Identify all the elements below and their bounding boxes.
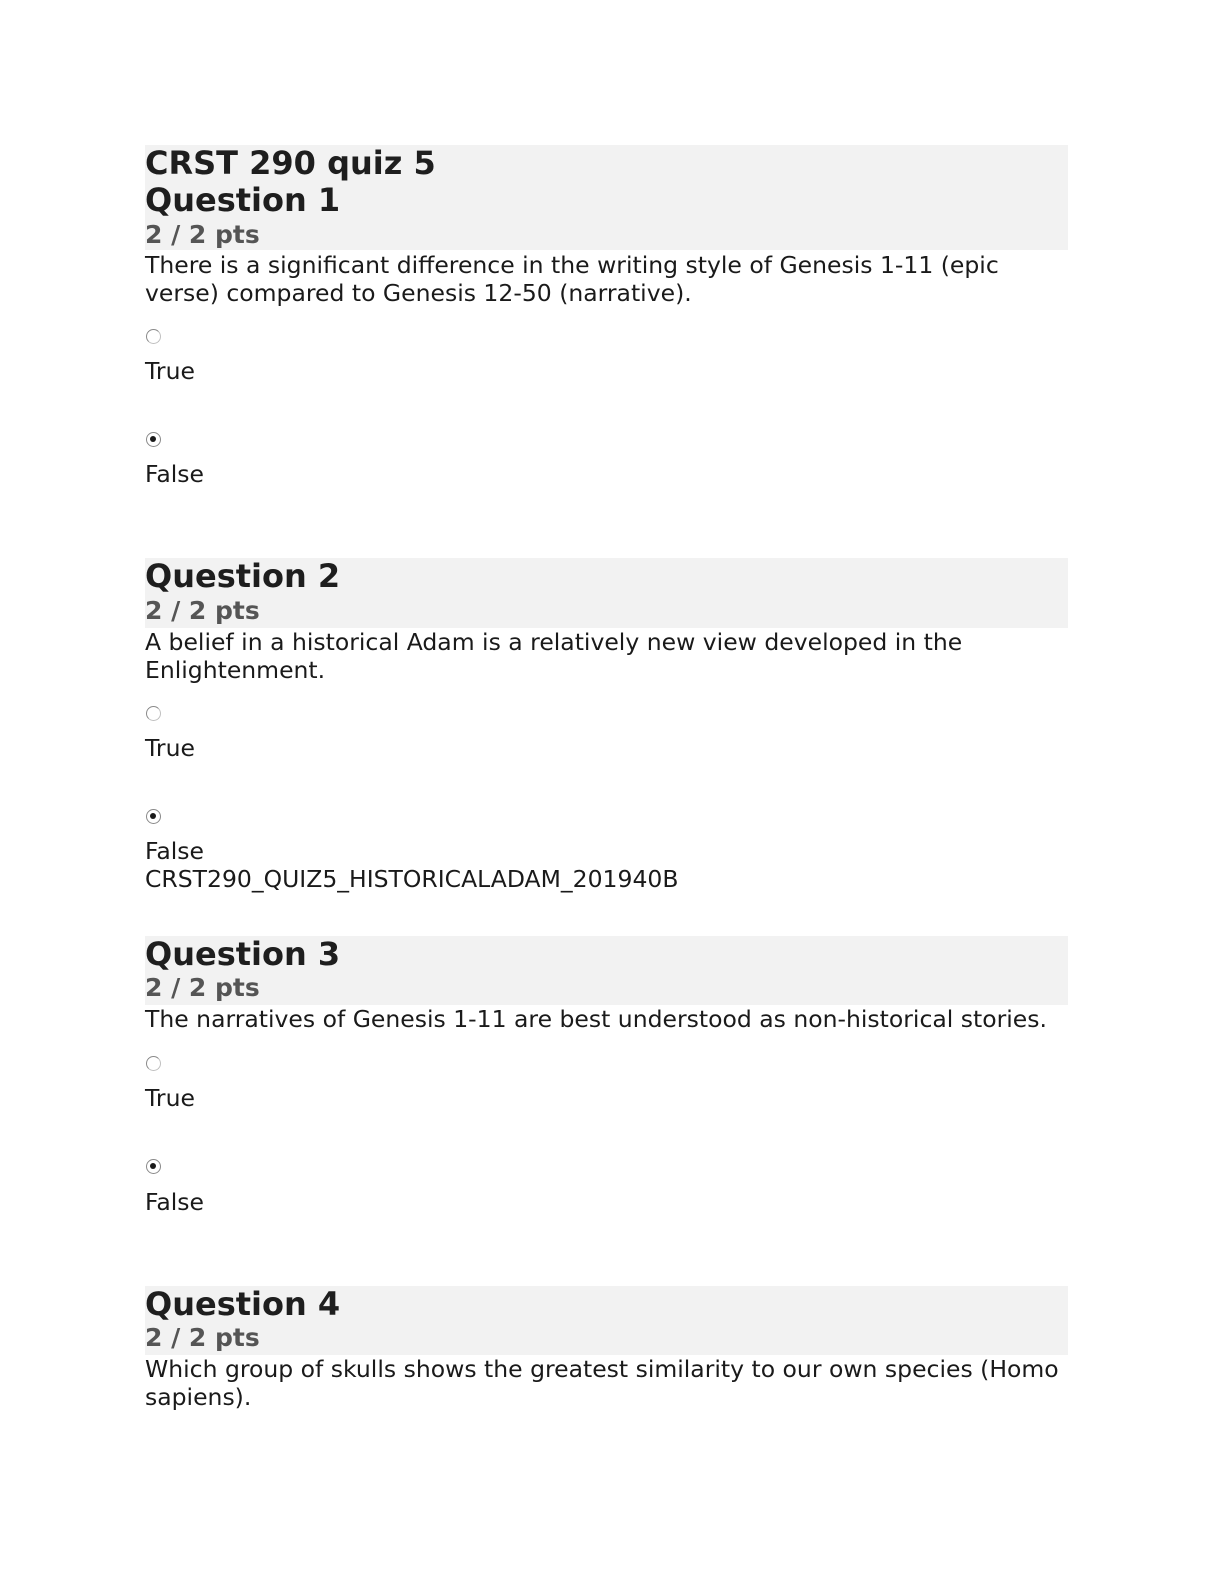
question-4-text: Which group of skulls shows the greatest similarity to our own species (Homo sapiens).: [145, 1355, 1059, 1411]
question-1-option-true-label: True: [145, 357, 195, 385]
question-2-option-true-label: True: [145, 734, 195, 762]
question-4-title: Question 4: [145, 1285, 341, 1323]
question-3-title: Question 3: [145, 935, 341, 973]
question-3-points: 2 / 2 pts: [145, 973, 260, 1002]
question-1-points: 2 / 2 pts: [145, 220, 260, 249]
question-2-points: 2 / 2 pts: [145, 596, 260, 625]
question-1-header: [145, 145, 1068, 250]
question-2-option-true-radio[interactable]: [146, 706, 161, 721]
question-2-option-false-radio[interactable]: [146, 809, 161, 824]
question-3-text: The narratives of Genesis 1-11 are best understood as non-historical stories.: [145, 1005, 1047, 1033]
question-1-option-false-radio[interactable]: [146, 432, 161, 447]
radio-selected-dot: [150, 436, 156, 442]
question-3-option-true-label: True: [145, 1084, 195, 1112]
question-3-option-false-radio[interactable]: [146, 1159, 161, 1174]
question-2-title: Question 2: [145, 557, 341, 595]
question-2-note: CRST290_QUIZ5_HISTORICALADAM_201940B: [145, 865, 679, 893]
question-2-text: A belief in a historical Adam is a relatively new view developed in the Enlightenment.: [145, 628, 963, 684]
question-1-title: Question 1: [145, 181, 341, 219]
radio-selected-dot: [150, 1163, 156, 1169]
question-3-option-true-radio[interactable]: [146, 1056, 161, 1071]
question-4-header: [145, 1286, 1068, 1355]
question-2-header: [145, 558, 1068, 628]
question-1-option-true-radio[interactable]: [146, 329, 161, 344]
question-1-option-false-label: False: [145, 460, 204, 488]
question-3-header: [145, 936, 1068, 1005]
question-4-points: 2 / 2 pts: [145, 1323, 260, 1352]
question-1-text: There is a significant difference in the writing style of Genesis 1-11 (epic verse) compared to Genesis 12-50 (narrative).: [145, 251, 999, 307]
question-2-option-false-label: False: [145, 837, 204, 865]
document-title: CRST 290 quiz 5: [145, 144, 436, 182]
radio-selected-dot: [150, 813, 156, 819]
question-3-option-false-label: False: [145, 1188, 204, 1216]
